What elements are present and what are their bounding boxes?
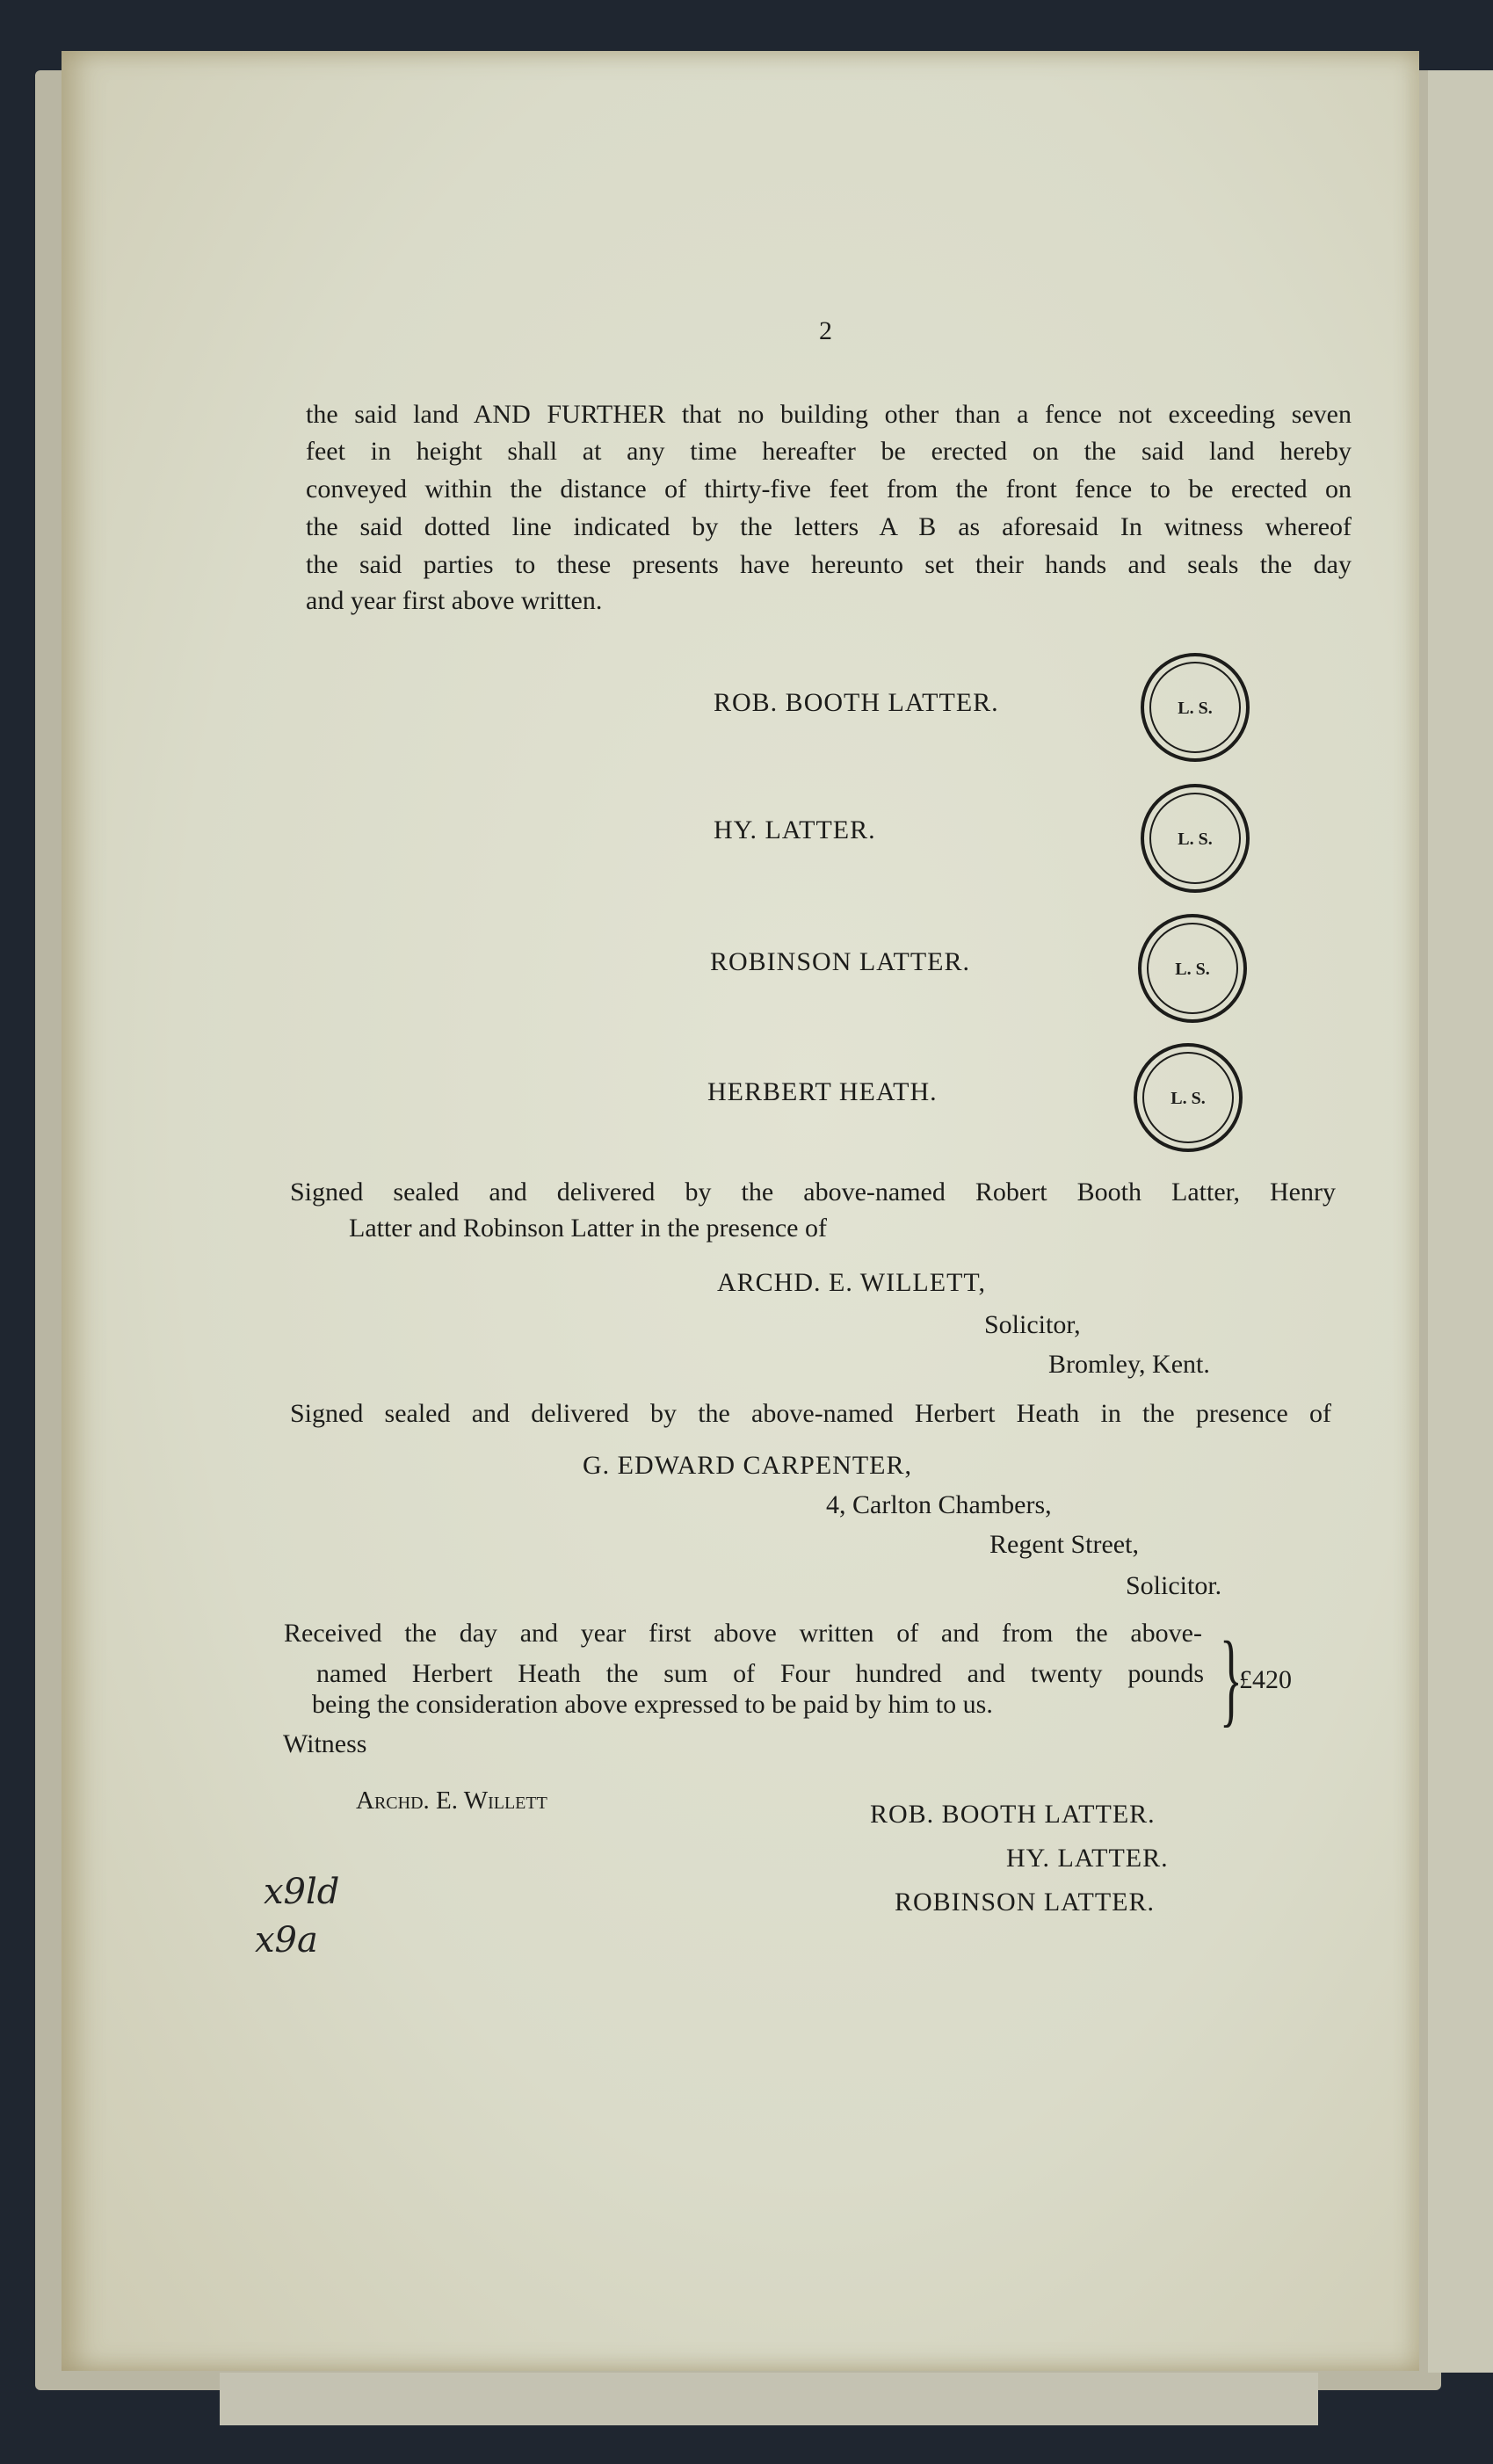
receipt-line: named Herbert Heath the sum of Four hundred and twenty pounds (316, 1659, 1204, 1688)
witness-title: Solicitor, (984, 1310, 1081, 1339)
receipt-signer: HY. LATTER. (1006, 1844, 1169, 1873)
handwritten-note: x9a (255, 1920, 318, 1960)
seal-mark: L. S. (1141, 784, 1250, 893)
receipt-line: being the consideration above expressed to be paid by him to us. (312, 1690, 993, 1719)
paragraph-line: feet in height shall at any time hereafter be erected on the said land hereby (306, 437, 1352, 466)
signatory-name: HERBERT HEATH. (707, 1077, 938, 1106)
signatory-name: ROBINSON LATTER. (710, 947, 971, 976)
paragraph-line: conveyed within the distance of thirty-five feet from the front fence to be erected on (306, 475, 1352, 504)
seal-mark: L. S. (1141, 653, 1250, 762)
paragraph-line: and year first above written. (306, 586, 603, 615)
page-number: 2 (819, 316, 832, 345)
facing-page-edge (1428, 70, 1493, 2373)
receipt-amount: £420 (1239, 1665, 1292, 1694)
signatory-name: HY. LATTER. (714, 815, 876, 844)
witness-name: ARCHD. E. WILLETT, (717, 1268, 987, 1297)
page-bottom-strip (220, 2373, 1318, 2425)
signatory-name: ROB. BOOTH LATTER. (714, 688, 999, 717)
attestation-line: Latter and Robinson Latter in the presence of (349, 1214, 827, 1243)
witness-title: Solicitor. (1126, 1571, 1222, 1600)
receipt-witness-name: Archd. E. Willett (356, 1786, 547, 1815)
receipt-line: Received the day and year first above written of and from the above- (284, 1619, 1202, 1648)
witness-name: G. EDWARD CARPENTER, (583, 1451, 913, 1480)
witness-label: Witness (283, 1729, 367, 1758)
brace: } (1219, 1620, 1243, 1736)
seal-mark: L. S. (1138, 914, 1247, 1023)
attestation-line: Signed sealed and delivered by the above-named Robert Booth Latter, Henry (290, 1178, 1336, 1207)
handwritten-note: x9ld (264, 1872, 340, 1912)
seal-mark: L. S. (1134, 1043, 1243, 1152)
document-page (62, 51, 1419, 2371)
receipt-signer: ROBINSON LATTER. (895, 1888, 1156, 1917)
receipt-signer: ROB. BOOTH LATTER. (870, 1800, 1156, 1829)
attestation-line: Signed sealed and delivered by the above-named Herbert Heath in the presence of (290, 1399, 1331, 1428)
witness-address: 4, Carlton Chambers, (826, 1490, 1052, 1519)
witness-address: Regent Street, (989, 1530, 1139, 1559)
paragraph-line: the said parties to these presents have hereunto set their hands and seals the day (306, 550, 1352, 579)
paragraph-line: the said dotted line indicated by the letters A B as aforesaid In witness whereof (306, 512, 1352, 541)
witness-place: Bromley, Kent. (1048, 1350, 1210, 1379)
paragraph-line: the said land AND FURTHER that no building other than a fence not exceeding seven (306, 400, 1352, 429)
